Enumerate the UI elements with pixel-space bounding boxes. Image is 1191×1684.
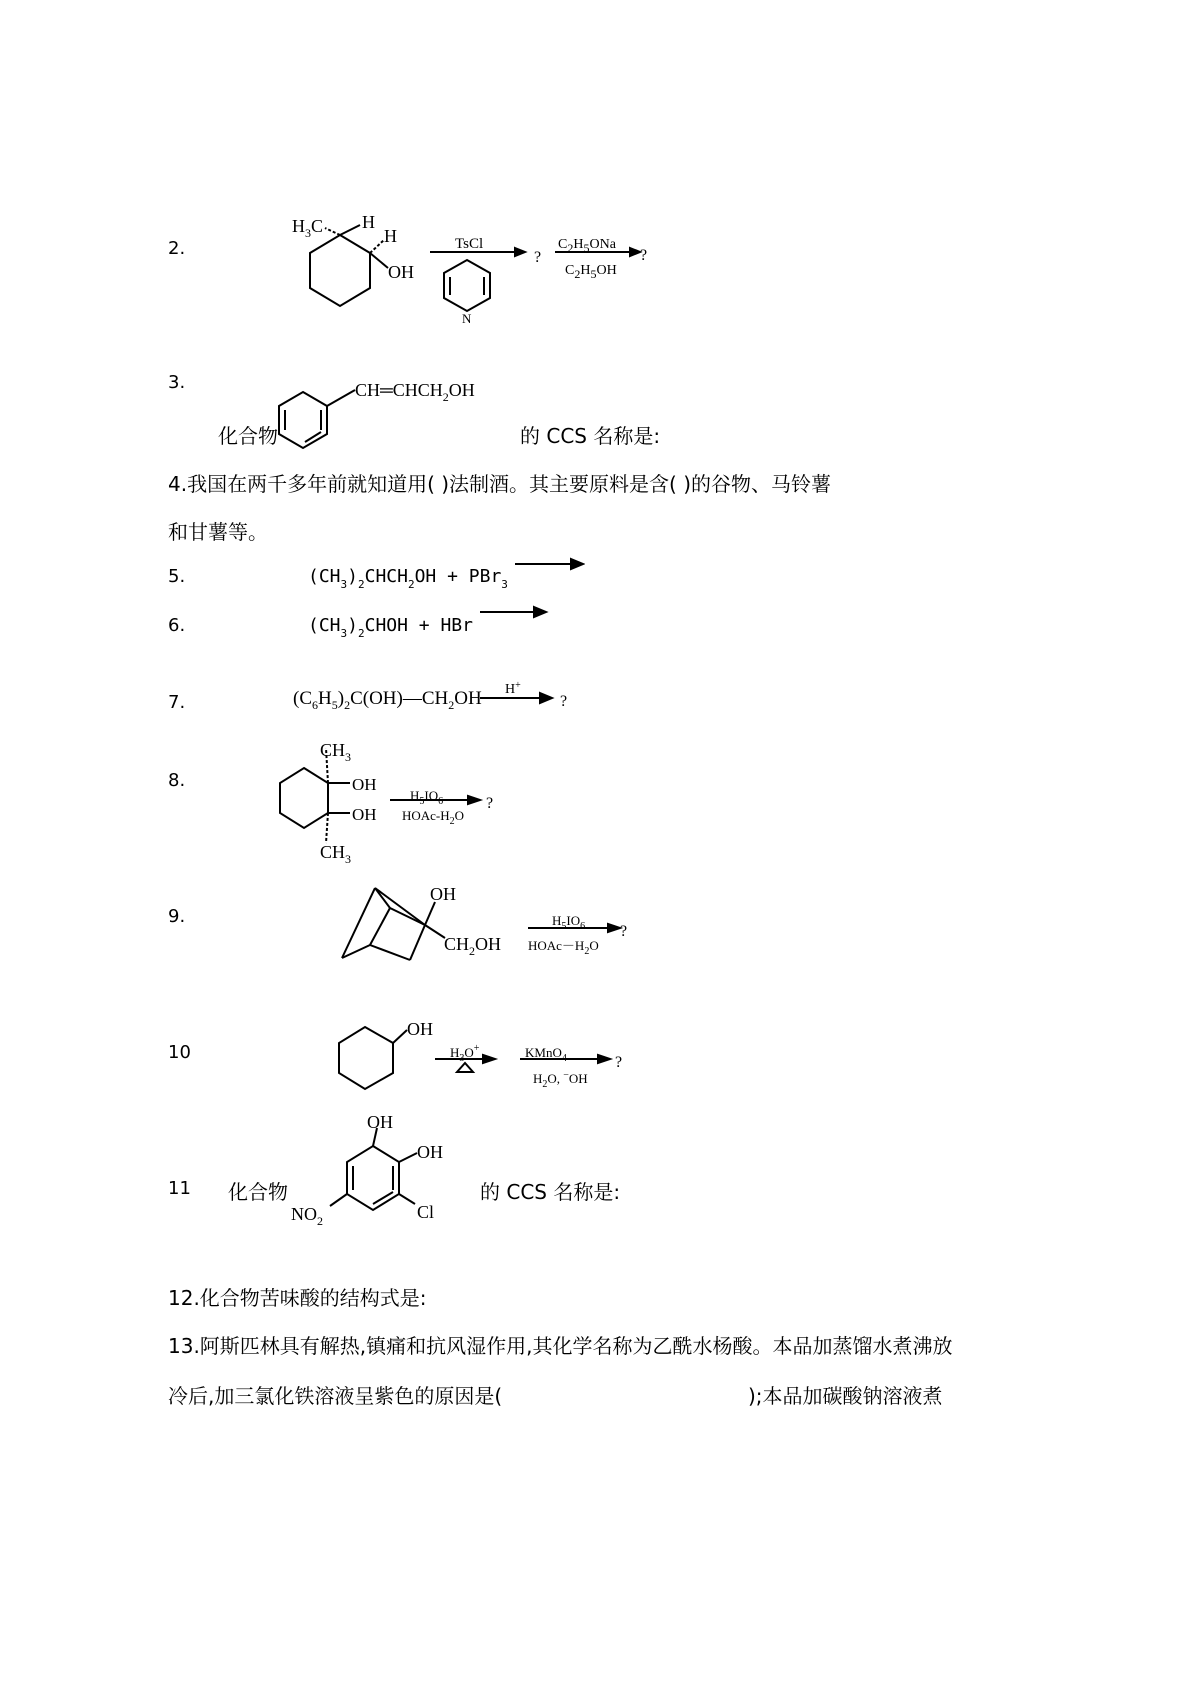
q2-reagent1: TsCl — [455, 236, 484, 252]
q12-text: 12.化合物苦味酸的结构式是: — [168, 1286, 427, 1310]
q8-oh1: OH — [352, 775, 377, 794]
q10-reagent2: KMnO$_4$ — [525, 1045, 567, 1064]
q8-number: 8. — [168, 770, 186, 791]
q5-formula: $(CH_3)_2CHCH_2OH + PBr_3$ — [308, 566, 508, 591]
q10-reagent1: $H_3O^+$ — [450, 1043, 480, 1064]
q2-pyridine-n: N — [462, 311, 472, 326]
q7-formula: $(C_6H_5)_2C(OH)—CH_2OH$ — [293, 688, 482, 712]
q9-reagent-top: $H_5IO_6$ — [552, 913, 586, 932]
q13-line1: 13.阿斯匹林具有解热,镇痛和抗风湿作用,其化学名称为乙酰水杨酸。本品加蒸馏水煮沸放 — [168, 1334, 953, 1358]
q13-line2-right: );本品加碳酸钠溶液煮 — [748, 1384, 943, 1408]
q7-question: ? — [560, 693, 568, 710]
q10-number: 10 — [168, 1042, 191, 1063]
q2-number: 2. — [168, 238, 186, 259]
q11-prefix: 化合物 — [228, 1180, 288, 1204]
q4-line1: 4.我国在两千多年前就知道用( )法制酒。其主要原料是含( )的谷物、马铃薯 — [168, 472, 832, 496]
q10-heat-icon — [457, 1063, 473, 1072]
q6-number: 6. — [168, 615, 186, 636]
q9-question: ? — [620, 923, 628, 940]
q3-structure — [275, 370, 495, 455]
q3-number: 3. — [168, 372, 186, 393]
q2-label-oh: OH — [388, 262, 414, 282]
q6-formula: $(CH_3)_2CHOH$ + HBr — [308, 615, 473, 640]
q11-benzene-ring — [347, 1146, 399, 1210]
q5-number: 5. — [168, 566, 186, 587]
q9-number: 9. — [168, 906, 186, 927]
q8-ch3-bottom: $CH_3$ — [320, 842, 352, 866]
q8-question: ? — [486, 795, 494, 812]
q13-line2-left: 冷后,加三氯化铁溶液呈紫色的原因是( — [168, 1384, 503, 1408]
q4-line2: 和甘薯等。 — [168, 520, 268, 544]
q8-reaction-diagram — [270, 738, 510, 868]
q8-cyclohexane-ring — [280, 768, 328, 828]
q9-reagent-bottom: $HOAc-H_2O$ — [528, 938, 599, 957]
q11-number: 11 — [168, 1178, 191, 1199]
q3-substituent: $CH═CHCH_2OH$ — [355, 380, 475, 404]
q8-oh2: OH — [352, 805, 377, 824]
q2-label-h2: H — [384, 226, 397, 246]
q7-reagent: H+ — [505, 680, 521, 697]
q3-suffix: 的 CCS 名称是: — [520, 424, 661, 448]
q2-reagent2-sub: C2H5OH — [565, 263, 617, 281]
q5-arrow — [515, 556, 585, 572]
q2-label-h1: H — [362, 212, 375, 232]
q2-q2: ? — [640, 247, 648, 264]
q6-arrow — [480, 604, 550, 620]
q2-cyclohexane-ring — [310, 235, 370, 306]
q11-suffix: 的 CCS 名称是: — [480, 1180, 621, 1204]
q8-reagent-bottom: HOAc-$H_2O$ — [402, 808, 465, 827]
q8-reagent-top: $H_5IO_6$ — [410, 788, 444, 807]
q2-q1: ? — [534, 249, 542, 266]
q11-cl: Cl — [417, 1202, 435, 1222]
q9-oh: OH — [430, 884, 456, 904]
q3-prefix: 化合物 — [218, 424, 278, 448]
q2-label-ch3: $H_3C$ — [292, 216, 324, 240]
q10-oh: OH — [407, 1019, 433, 1039]
q2-reaction-diagram — [280, 210, 680, 330]
q9-reaction-diagram — [330, 880, 650, 970]
q7-number: 7. — [168, 692, 186, 713]
q11-oh2: OH — [417, 1142, 443, 1162]
q8-ch3-top: $CH_3$ — [320, 740, 352, 764]
q7-arrow — [480, 680, 575, 720]
q9-ch2oh: $CH_2OH$ — [444, 934, 502, 958]
q10-reagent2-bottom: $H_2O$, −OH — [533, 1070, 588, 1090]
q11-no2: $NO_2$ — [291, 1204, 323, 1228]
q2-reagent2: C2H5ONa — [558, 237, 616, 255]
q10-reaction-diagram — [335, 1015, 635, 1095]
q11-oh1: OH — [367, 1112, 393, 1132]
q3-benzene-ring — [279, 392, 327, 448]
q10-question: ? — [615, 1054, 623, 1071]
q11-structure — [285, 1108, 455, 1233]
q10-cyclohexane-ring — [339, 1027, 393, 1089]
